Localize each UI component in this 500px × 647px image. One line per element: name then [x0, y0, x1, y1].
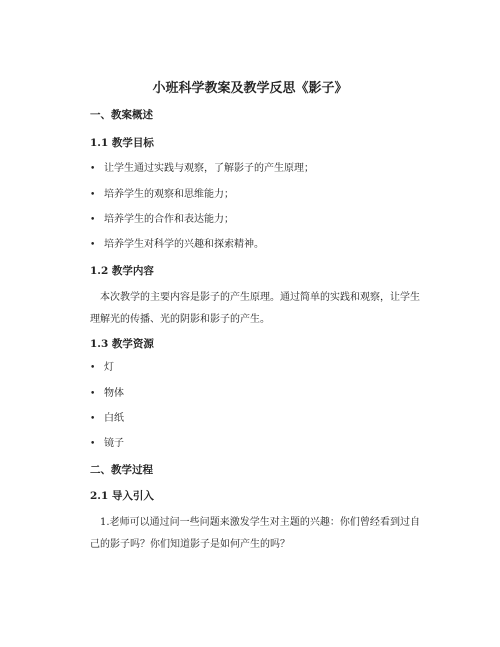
resource-text: 白纸 [104, 413, 124, 424]
bullet-icon: • [90, 240, 96, 250]
subheading-teaching-content: 1.2 教学内容 [90, 265, 154, 277]
list-item [90, 212, 234, 228]
list-item [90, 187, 234, 203]
list-item [90, 436, 124, 452]
subheading-introduction: 2.1 导入引入 [90, 490, 154, 502]
paragraph-teaching-content: 本次教学的主要内容是影子的产生原理。通过简单的实践和观察，让学生理解光的传播、光的阴影和影子的产生。 [90, 292, 420, 325]
document-title: 小班科学教案及教学反思《影子》 [152, 81, 348, 96]
bullet-icon: • [90, 439, 96, 449]
list-item [90, 360, 114, 376]
goal-text: 培养学生对科学的兴趣和探索精神。 [104, 239, 264, 250]
resource-text: 物体 [104, 388, 124, 399]
section-heading-overview: 一、教案概述 [90, 109, 153, 121]
bullet-icon: • [90, 190, 96, 200]
subheading-teaching-goals: 1.1 教学目标 [90, 137, 154, 149]
list-item [90, 237, 264, 253]
resource-text: 镜子 [104, 438, 124, 449]
section-heading-teaching-process: 二、教学过程 [90, 464, 153, 476]
bullet-icon: • [90, 363, 96, 373]
list-item [90, 161, 314, 177]
subheading-teaching-resources: 1.3 教学资源 [90, 338, 154, 350]
resource-text: 灯 [104, 362, 114, 373]
goal-text: 培养学生的观察和思维能力； [104, 189, 234, 200]
bullet-icon: • [90, 215, 96, 225]
list-item [90, 411, 124, 427]
paragraph-introduction: 1.老师可以通过问一些问题来激发学生对主题的兴趣：你们曾经看到过自己的影子吗？你们知道影子是如何产生的吗？ [90, 517, 420, 550]
goal-text: 培养学生的合作和表达能力； [104, 214, 234, 225]
bullet-icon: • [90, 414, 96, 424]
list-item [90, 386, 124, 402]
bullet-icon: • [90, 389, 96, 399]
goal-text: 让学生通过实践与观察，了解影子的产生原理； [104, 163, 314, 174]
bullet-icon: • [90, 164, 96, 174]
